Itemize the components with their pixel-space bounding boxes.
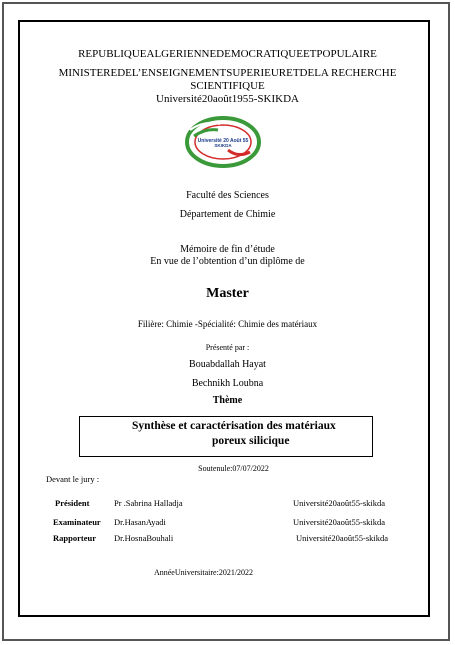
- author-2: Bechnikh Loubna: [191, 378, 264, 389]
- degree-title: Master: [206, 286, 249, 301]
- logo-text-university: Université 20 Août 55: [197, 138, 249, 144]
- theme-label: Thème: [212, 395, 243, 406]
- presented-by-label: Présenté par :: [205, 343, 250, 352]
- filiere: Filière: Chimie -Spécialité: Chimie des matériaux: [137, 319, 318, 329]
- header-ministry: MINISTEREDEL’ENSEIGNEMENTSUPERIEURETDELA RECHERCHE: [58, 67, 397, 79]
- jury-name: Pr .Sabrina Halladja: [114, 498, 183, 508]
- jury-role: Président: [55, 498, 90, 508]
- theme-title-line2: poreux silicique: [212, 435, 290, 447]
- jury-role: Rapporteur: [53, 533, 96, 543]
- academic-year: AnnéeUniversitaire:2021/2022: [153, 568, 254, 577]
- jury-affiliation: Université20août55-skikda: [293, 517, 386, 527]
- department-name: Département de Chimie: [179, 209, 276, 220]
- jury-role: Examinateur: [53, 517, 101, 527]
- logo-text-skikda: SKIKDA: [214, 143, 232, 148]
- defense-date: Soutenule:07/07/2022: [198, 464, 269, 473]
- theme-title-line1: Synthèse et caractérisation des matériaux: [132, 420, 336, 432]
- jury-label: Devant le jury :: [46, 474, 100, 484]
- author-1: Bouabdallah Hayat: [189, 359, 266, 370]
- header-republic: REPUBLIQUEALGERIENNEDEMOCRATIQUEETPOPULAIRE: [78, 48, 377, 60]
- header-scientifique: SCIENTIFIQUE: [190, 80, 265, 92]
- jury-affiliation: Université20août55-skikda: [293, 498, 386, 508]
- jury-name: Dr.HosnaBouhali: [114, 533, 174, 543]
- jury-name: Dr.HasanAyadi: [114, 517, 166, 527]
- faculty-name: Faculté des Sciences: [186, 190, 269, 201]
- memoire-title: Mémoire de fin d’étude: [180, 244, 275, 255]
- memoire-subtitle: En vue de l’obtention d’un diplôme de: [150, 256, 305, 267]
- header-university: Université20août1955-SKIKDA: [156, 93, 299, 105]
- university-logo: [184, 116, 262, 168]
- jury-affiliation: Université20août55-skikda: [296, 533, 389, 543]
